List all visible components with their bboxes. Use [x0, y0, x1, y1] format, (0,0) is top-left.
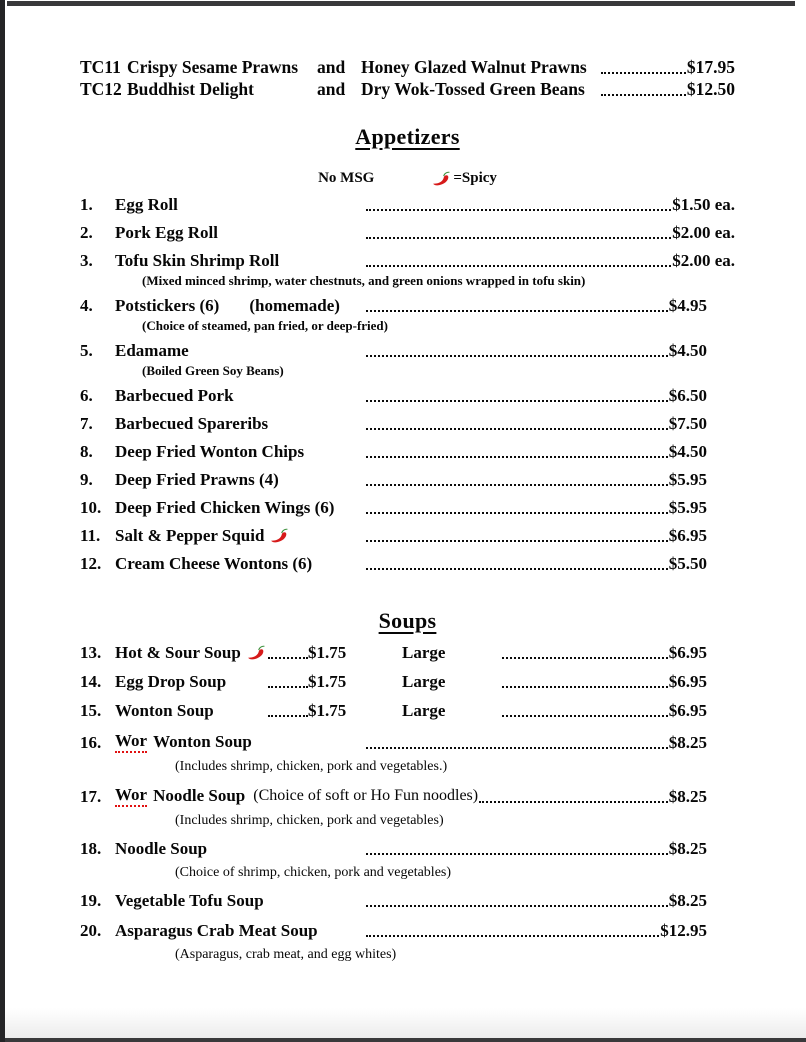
soups-small-list	[80, 642, 735, 721]
item-price: $1.50 ea.	[672, 195, 735, 214]
dot-leader	[502, 657, 668, 659]
spicy-legend-label: =Spicy	[453, 170, 497, 186]
chili-icon	[432, 171, 450, 186]
item-number: 4.	[80, 296, 93, 315]
item-name: Buddhist Delight	[127, 79, 254, 99]
item-price: $5.95	[668, 498, 707, 517]
appetizers-list	[80, 194, 735, 574]
chili-icon	[247, 645, 265, 660]
tc-item-row	[80, 56, 735, 78]
spicy-legend	[432, 170, 497, 187]
dot-leader	[366, 237, 671, 239]
dot-leader	[366, 747, 668, 749]
item-description: (Boiled Green Soy Beans)	[142, 363, 284, 378]
no-msg-label: No MSG	[318, 170, 375, 186]
item-number: 13.	[80, 643, 102, 662]
menu-item-row	[80, 642, 735, 663]
item-number: 20.	[80, 921, 102, 940]
conjunction-label: and	[317, 79, 346, 99]
dot-leader	[366, 310, 668, 312]
item-name: Asparagus Crab Meat Soup	[115, 921, 318, 940]
item-name: Wor Wonton Soup	[115, 731, 252, 751]
item-price: $7.50	[668, 414, 707, 433]
item-number: 5.	[80, 341, 93, 360]
item-code: TC11	[80, 57, 121, 77]
menu-item-row	[80, 385, 735, 406]
menu-item-row	[80, 469, 735, 490]
spellcheck-flagged-word: Wor	[115, 784, 147, 807]
item-description: (Mixed minced shrimp, water chestnuts, and green onions wrapped in tofu skin)	[142, 273, 586, 288]
item-number: 10.	[80, 498, 102, 517]
item-price: $8.25	[668, 733, 707, 752]
dot-leader	[366, 355, 668, 357]
item-price: $6.95	[668, 701, 707, 720]
item-name-secondary: Dry Wok-Tossed Green Beans	[361, 79, 585, 99]
menu-item-row	[80, 838, 735, 859]
menu-item-row	[80, 441, 735, 462]
size-label: Large	[402, 672, 446, 691]
item-description: (Includes shrimp, chicken, pork and vegetables.)	[175, 759, 448, 774]
item-name: Barbecued Spareribs	[115, 414, 269, 433]
item-description: (Asparagus, crab meat, and egg whites)	[175, 947, 397, 962]
dot-leader-small	[268, 715, 308, 717]
item-number: 12.	[80, 554, 102, 573]
item-name: Cream Cheese Wontons (6)	[115, 554, 313, 573]
item-name: Wor Noodle Soup (Choice of soft or Ho Fun noodles)	[115, 785, 479, 805]
page-edge-left	[0, 0, 5, 1042]
menu-item-row	[80, 497, 735, 518]
item-name: Barbecued Pork	[115, 386, 234, 405]
dot-leader	[479, 801, 668, 803]
dot-leader-small	[268, 657, 308, 659]
soups-heading: Soups	[378, 608, 437, 633]
item-number: 9.	[80, 470, 93, 489]
menu-item-row	[80, 250, 735, 271]
dot-leader	[601, 72, 686, 74]
page-bottom-fade	[5, 1008, 806, 1038]
dot-leader	[366, 540, 668, 542]
item-price: $4.50	[668, 341, 707, 360]
item-price: $6.95	[668, 643, 707, 662]
item-price: $6.95	[668, 672, 707, 691]
item-name: Deep Fried Chicken Wings (6)	[115, 498, 335, 517]
menu-content	[80, 0, 735, 963]
soups-large-list	[80, 730, 735, 963]
tc-item-row	[80, 78, 735, 100]
item-number: 6.	[80, 386, 93, 405]
menu-item-row	[80, 525, 735, 546]
size-label: Large	[402, 643, 446, 662]
item-number: 15.	[80, 701, 102, 720]
item-number: 11.	[80, 526, 101, 545]
dot-leader	[502, 686, 668, 688]
item-name: Wonton Soup	[115, 701, 214, 720]
item-price: $6.95	[668, 526, 707, 545]
item-price: $8.25	[668, 787, 707, 806]
menu-item-row	[80, 194, 735, 215]
dot-leader	[502, 715, 668, 717]
item-price: $8.25	[668, 891, 707, 910]
item-name: Pork Egg Roll	[115, 223, 218, 242]
menu-item-row	[80, 784, 735, 807]
item-name-secondary: Honey Glazed Walnut Prawns	[361, 57, 587, 77]
item-small-price: $1.75	[308, 643, 347, 662]
item-price: $2.00 ea.	[672, 223, 735, 242]
item-number: 8.	[80, 442, 93, 461]
item-name: Salt & Pepper Squid	[115, 525, 365, 546]
menu-item-row	[80, 222, 735, 243]
page-edge-bottom	[5, 1038, 806, 1042]
dot-leader	[366, 568, 668, 570]
item-name: Egg Roll	[115, 195, 178, 214]
item-name: Vegetable Tofu Soup	[115, 891, 264, 910]
chili-icon	[270, 528, 288, 543]
dot-leader	[366, 428, 668, 430]
no-msg-legend-row	[80, 170, 735, 187]
dot-leader	[366, 905, 668, 907]
item-small-price: $1.75	[308, 672, 347, 691]
item-number: 7.	[80, 414, 93, 433]
dot-leader	[366, 853, 668, 855]
menu-item-row	[80, 700, 735, 721]
item-code: TC12	[80, 79, 122, 99]
item-description: (Choice of steamed, pan fried, or deep-fried)	[142, 318, 388, 333]
menu-item-row	[80, 553, 735, 574]
item-name: Hot & Sour Soup	[115, 642, 268, 663]
item-name-note: (homemade)	[249, 296, 340, 315]
item-name: Potstickers (6) (homemade)	[115, 296, 340, 315]
menu-item-row	[80, 730, 735, 753]
item-inline-note: (Choice of soft or Ho Fun noodles)	[253, 787, 479, 804]
soups-section	[80, 608, 735, 963]
item-price: $12.95	[660, 921, 707, 940]
item-price: $2.00 ea.	[672, 251, 735, 270]
item-price: $5.95	[668, 470, 707, 489]
menu-item-row	[80, 295, 735, 316]
menu-item-row	[80, 413, 735, 434]
dot-leader	[366, 265, 671, 267]
item-price: $8.25	[668, 839, 707, 858]
dot-leader	[366, 935, 659, 937]
item-number: 19.	[80, 891, 102, 910]
item-number: 17.	[80, 787, 102, 806]
item-price: $6.50	[668, 386, 707, 405]
item-price: $17.95	[686, 57, 735, 77]
item-name: Egg Drop Soup	[115, 672, 227, 691]
menu-item-row	[80, 890, 735, 911]
item-name: Crispy Sesame Prawns	[127, 57, 299, 77]
spellcheck-flagged-word: Wor	[115, 730, 147, 753]
menu-item-row	[80, 671, 735, 692]
menu-item-row	[80, 340, 735, 361]
item-price: $4.50	[668, 442, 707, 461]
item-price: $4.95	[668, 296, 707, 315]
menu-item-row	[80, 920, 735, 941]
item-number: 16.	[80, 733, 102, 752]
dot-leader	[366, 512, 668, 514]
dot-leader	[366, 209, 671, 211]
dot-leader	[366, 484, 668, 486]
item-number: 1.	[80, 195, 93, 214]
dot-leader	[366, 400, 668, 402]
size-label: Large	[402, 701, 446, 720]
conjunction-label: and	[317, 57, 346, 77]
item-description: (Includes shrimp, chicken, pork and vegetables)	[175, 813, 444, 828]
item-number: 18.	[80, 839, 102, 858]
dot-leader	[601, 94, 686, 96]
dot-leader-small	[268, 686, 308, 688]
item-description: (Choice of shrimp, chicken, pork and vegetables)	[175, 865, 452, 880]
appetizers-heading: Appetizers	[355, 124, 460, 149]
item-price: $12.50	[686, 79, 735, 99]
dot-leader	[366, 456, 668, 458]
item-price: $5.50	[668, 554, 707, 573]
item-small-price: $1.75	[308, 701, 347, 720]
item-number: 14.	[80, 672, 102, 691]
item-number: 3.	[80, 251, 93, 270]
item-name: Noodle Soup	[115, 839, 208, 858]
item-name: Tofu Skin Shrimp Roll	[115, 251, 280, 270]
item-number: 2.	[80, 223, 93, 242]
item-name: Deep Fried Prawns (4)	[115, 470, 279, 489]
item-name: Deep Fried Wonton Chips	[115, 442, 305, 461]
item-name: Edamame	[115, 341, 189, 360]
tc-specials-section	[80, 56, 735, 100]
